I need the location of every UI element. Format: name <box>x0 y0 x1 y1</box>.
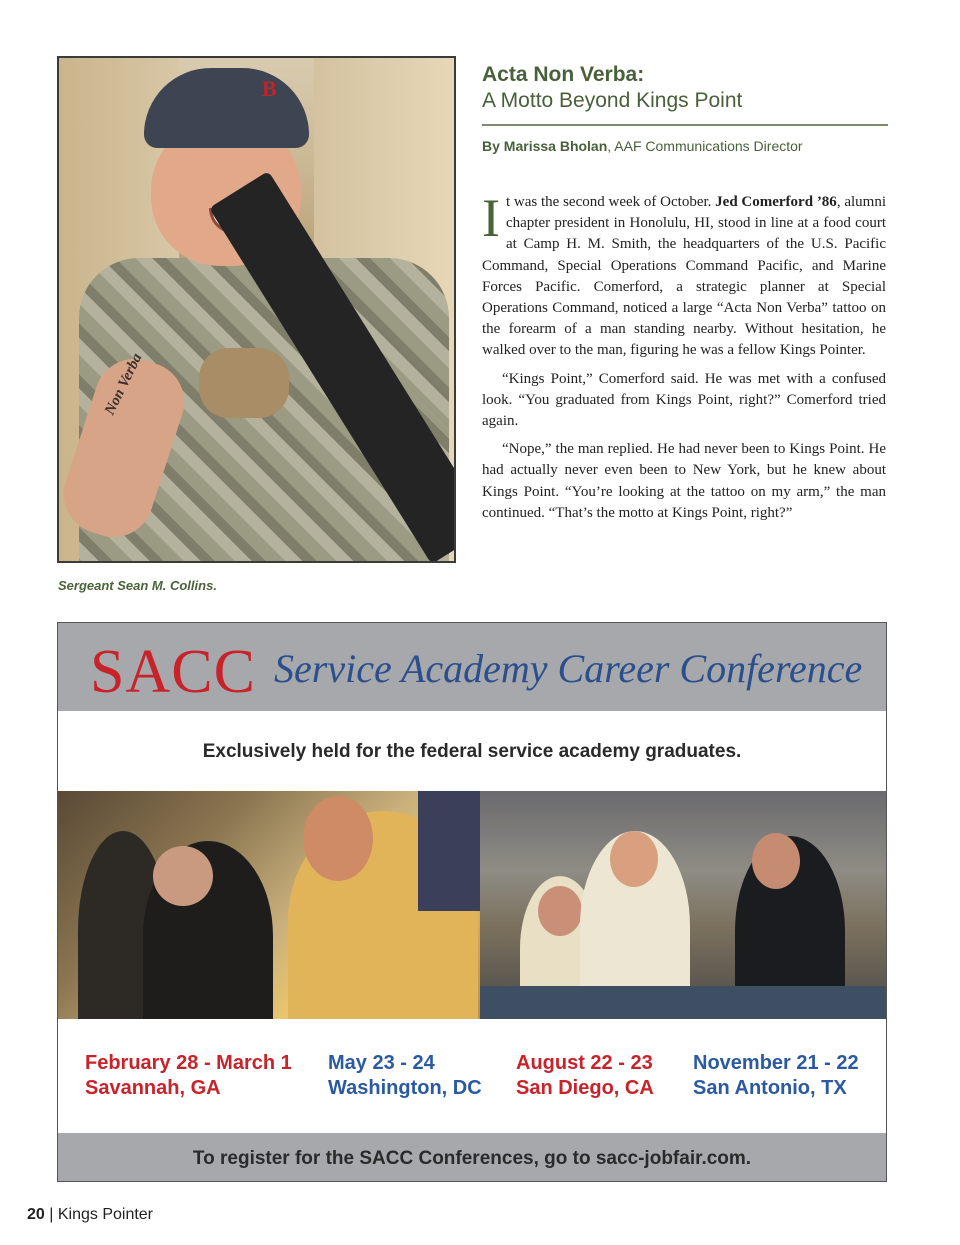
photo-head <box>752 833 800 889</box>
event-washington <box>328 1051 482 1101</box>
photo-glove <box>199 348 289 418</box>
sacc-logo: SACC <box>90 638 256 706</box>
ad-title: Service Academy Career Conference <box>274 646 863 691</box>
article-paragraph-1 <box>482 188 886 362</box>
photo-table <box>480 986 886 1019</box>
headline-title: Acta Non Verba: <box>482 63 645 86</box>
ad-photos <box>58 791 886 1019</box>
article-body <box>482 188 886 531</box>
event-date: November 21 - 22 <box>693 1052 859 1074</box>
event-city: Washington, DC <box>328 1077 482 1099</box>
event-date: May 23 - 24 <box>328 1052 435 1074</box>
byline-author: Marissa Bholan <box>503 138 608 154</box>
event-city: Savannah, GA <box>85 1077 221 1099</box>
drop-cap: I <box>482 188 500 248</box>
headline-rule <box>482 124 888 126</box>
photo-head <box>610 831 658 887</box>
photo-head <box>153 846 213 906</box>
event-san-diego <box>516 1051 654 1101</box>
cap-logo: B <box>262 76 277 101</box>
byline <box>482 138 803 154</box>
byline-role: , AAF Communications Director <box>607 138 803 154</box>
p1-name: Jed Comerford ’86 <box>715 194 837 210</box>
article-paragraph-3: “Nope,” the man replied. He had never been to Kings Point. He had actually never even been to New York, but he knew about Kings Point. “You’re looking at the tattoo on my arm,” the man continued. “That’s the motto at Kings Point, right?” <box>482 441 886 521</box>
event-date: August 22 - 23 <box>516 1052 653 1074</box>
headline-subtitle: A Motto Beyond Kings Point <box>482 89 743 112</box>
photo-head <box>538 886 582 936</box>
photo-banner <box>418 791 480 911</box>
byline-prefix: By <box>482 138 504 154</box>
page-folio <box>27 1206 153 1224</box>
folio-separator: | <box>44 1206 58 1223</box>
publication-name: Kings Pointer <box>57 1206 154 1223</box>
event-city: San Diego, CA <box>516 1077 654 1099</box>
soldier-photo <box>57 56 456 563</box>
page-number: 20 <box>27 1206 45 1223</box>
ad-footer: To register for the SACC Conferences, go to sacc-jobfair.com. <box>58 1133 886 1181</box>
ad-photo-left <box>58 791 480 1019</box>
ad-tagline: Exclusively held for the federal service academy graduates. <box>202 741 742 762</box>
photo-caption: Sergeant Sean M. Collins. <box>58 578 217 593</box>
event-date: February 28 - March 1 <box>85 1052 292 1074</box>
photo-tattoo: Non Verba <box>101 350 146 418</box>
p1-text-a: t was the second week of October. <box>505 194 716 210</box>
event-san-antonio <box>693 1051 859 1101</box>
photo-head <box>303 796 373 881</box>
article-headline <box>482 62 888 114</box>
ad-photo-right <box>480 791 886 1019</box>
article-paragraph-2: “Kings Point,” Comerford said. He was met with a confused look. “You graduated from Kings Point, right?” Comerford tried again. <box>482 370 886 430</box>
event-savannah <box>85 1051 292 1101</box>
sacc-advertisement <box>57 622 887 1182</box>
p1-text-b: , alumni chapter president in Honolulu, HI, stood in line at a food court at Camp H. M. Smith, the headquarters of the U.S. Pacific Command, Special Operations Command Pacific, and Marine Forces Pacific. Comerford, a strategic planner at Special Operations Command, noticed a large “Acta Non Verba” tattoo on the forearm of a man standing nearby. Without hesitation, he walked over to the man, figuring he was a fellow Kings Pointer. <box>482 194 886 359</box>
event-city: San Antonio, TX <box>693 1077 847 1099</box>
ad-header <box>58 623 886 711</box>
